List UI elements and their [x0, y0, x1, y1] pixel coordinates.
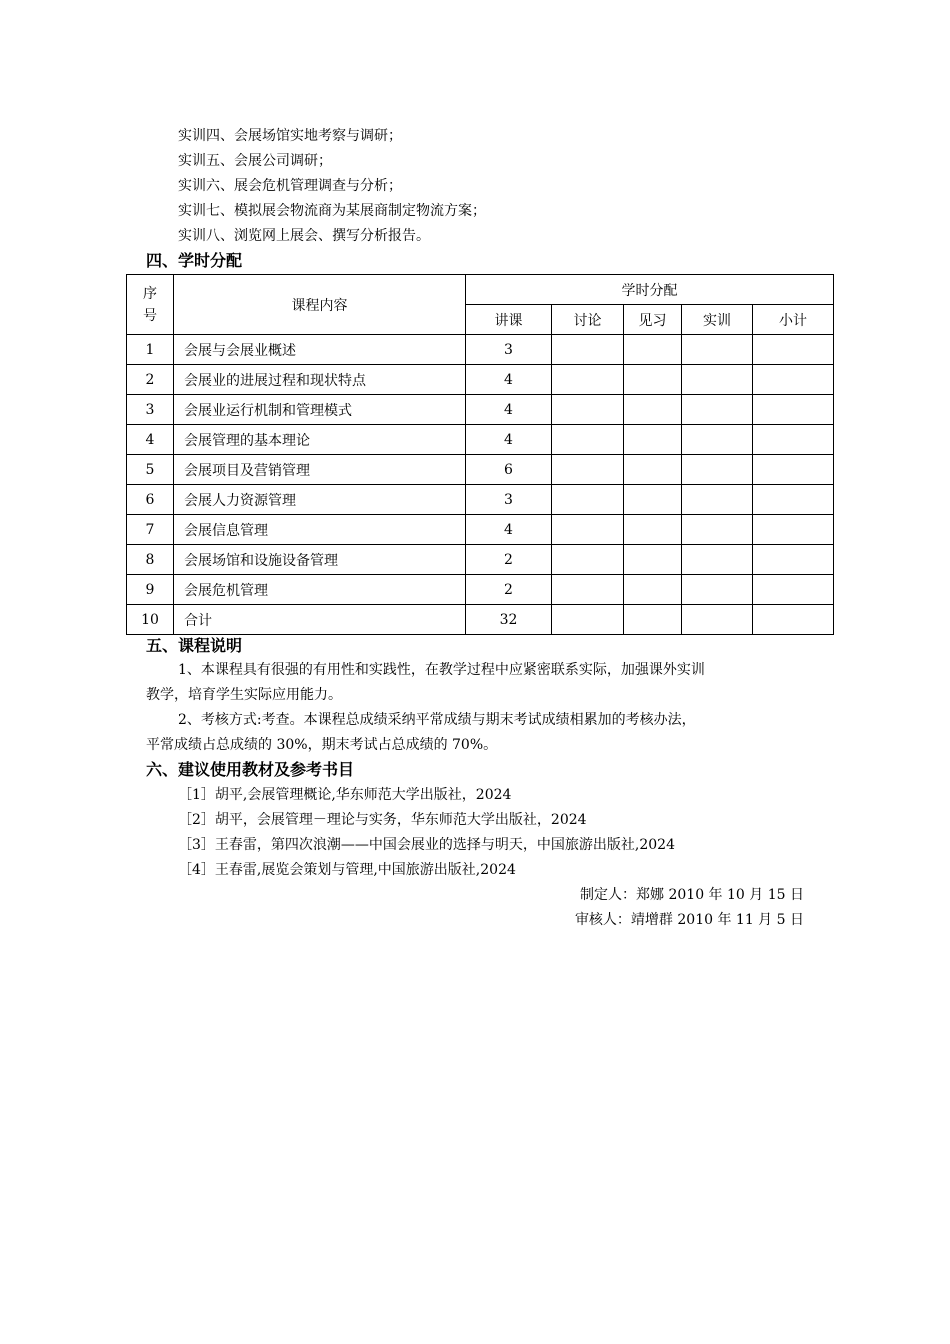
row-practice: [682, 575, 753, 605]
row-lecture: 4: [466, 395, 552, 425]
row-discussion: [552, 485, 624, 515]
row-practice: [682, 455, 753, 485]
paragraph-2-line-2: 平常成绩占总成绩的 30%，期末考试占总成绩的 70%。: [146, 737, 498, 753]
author-signature: 制定人：郑娜 2010 年 10 月 15 日: [580, 887, 804, 903]
row-content: 会展信息管理: [174, 515, 466, 545]
row-discussion: [552, 455, 624, 485]
paragraph-1-line-2: 教学，培育学生实际应用能力。: [146, 687, 342, 703]
reference-item: ［4］王春雷,展览会策划与管理,中国旅游出版社,2024: [178, 862, 516, 878]
reference-item: ［1］胡平,会展管理概论,华东师范大学出版社，2024: [178, 787, 512, 803]
row-observation: [624, 605, 682, 635]
table-row: [127, 335, 834, 365]
row-observation: [624, 575, 682, 605]
table-row: [127, 485, 834, 515]
row-seq: 2: [127, 365, 174, 395]
row-observation: [624, 365, 682, 395]
row-lecture: 4: [466, 425, 552, 455]
table-row: [127, 575, 834, 605]
row-subtotal: [753, 335, 834, 365]
row-seq: 7: [127, 515, 174, 545]
table-row: [127, 455, 834, 485]
row-content: 会展业运行机制和管理模式: [174, 395, 466, 425]
header-hours: 学时分配: [466, 275, 834, 305]
row-practice: [682, 425, 753, 455]
row-observation: [624, 425, 682, 455]
table-row-total: [127, 605, 834, 635]
row-observation: [624, 515, 682, 545]
row-subtotal: [753, 455, 834, 485]
hours-table: [126, 274, 834, 635]
table-row: [127, 545, 834, 575]
row-discussion: [552, 545, 624, 575]
subheader-lecture: 讲课: [466, 305, 552, 335]
row-content: 会展管理的基本理论: [174, 425, 466, 455]
paragraph-1-line-1: 1、本课程具有很强的有用性和实践性，在教学过程中应紧密联系实际，加强课外实训: [178, 662, 705, 678]
row-content: 会展项目及营销管理: [174, 455, 466, 485]
row-observation: [624, 455, 682, 485]
reference-item: ［3］王春雷，第四次浪潮——中国会展业的选择与明天，中国旅游出版社,2024: [178, 837, 675, 853]
subheader-subtotal: 小计: [753, 305, 834, 335]
row-lecture: 3: [466, 485, 552, 515]
row-lecture: 4: [466, 515, 552, 545]
reviewer-signature: 审核人：靖增群 2010 年 11 月 5 日: [574, 912, 804, 928]
row-seq: 9: [127, 575, 174, 605]
row-observation: [624, 545, 682, 575]
table-row: [127, 395, 834, 425]
row-seq: 5: [127, 455, 174, 485]
row-seq: 4: [127, 425, 174, 455]
row-lecture: 32: [466, 605, 552, 635]
row-practice: [682, 335, 753, 365]
header-content: 课程内容: [174, 275, 466, 335]
row-discussion: [552, 605, 624, 635]
row-lecture: 2: [466, 545, 552, 575]
row-discussion: [552, 515, 624, 545]
row-observation: [624, 485, 682, 515]
subheader-observation: 见习: [624, 305, 682, 335]
row-practice: [682, 365, 753, 395]
row-seq: 10: [127, 605, 174, 635]
subheader-discussion: 讨论: [552, 305, 624, 335]
row-content: 合计: [174, 605, 466, 635]
row-subtotal: [753, 425, 834, 455]
practical-item: 实训七、模拟展会物流商为某展商制定物流方案；: [178, 203, 486, 219]
row-practice: [682, 605, 753, 635]
row-practice: [682, 545, 753, 575]
practical-item: 实训五、会展公司调研；: [178, 153, 332, 169]
row-lecture: 4: [466, 365, 552, 395]
row-subtotal: [753, 485, 834, 515]
row-practice: [682, 395, 753, 425]
row-subtotal: [753, 365, 834, 395]
row-seq: 6: [127, 485, 174, 515]
row-seq: 1: [127, 335, 174, 365]
section-4-title: 四、学时分配: [146, 251, 243, 270]
practical-item: 实训八、浏览网上展会、撰写分析报告。: [178, 228, 430, 244]
table-row: [127, 425, 834, 455]
section-6-title: 六、建议使用教材及参考书目: [146, 760, 355, 779]
row-subtotal: [753, 395, 834, 425]
row-content: 会展人力资源管理: [174, 485, 466, 515]
row-subtotal: [753, 515, 834, 545]
row-discussion: [552, 575, 624, 605]
section-5-title: 五、课程说明: [146, 636, 243, 655]
row-content: 会展与会展业概述: [174, 335, 466, 365]
reference-item: ［2］胡平，会展管理－理论与实务，华东师范大学出版社，2024: [178, 812, 587, 828]
row-subtotal: [753, 545, 834, 575]
row-seq: 3: [127, 395, 174, 425]
row-practice: [682, 485, 753, 515]
row-subtotal: [753, 605, 834, 635]
row-content: 会展业的进展过程和现状特点: [174, 365, 466, 395]
row-content: 会展场馆和设施设备管理: [174, 545, 466, 575]
row-content: 会展危机管理: [174, 575, 466, 605]
row-lecture: 3: [466, 335, 552, 365]
row-seq: 8: [127, 545, 174, 575]
subheader-practice: 实训: [682, 305, 753, 335]
practical-item: 实训六、展会危机管理调查与分析；: [178, 178, 402, 194]
header-seq: 序 号: [127, 275, 174, 335]
row-lecture: 6: [466, 455, 552, 485]
row-practice: [682, 515, 753, 545]
paragraph-2-line-1: 2、考核方式:考查。本课程总成绩采纳平常成绩与期末考试成绩相累加的考核办法，: [178, 712, 696, 728]
practical-item: 实训四、会展场馆实地考察与调研；: [178, 128, 402, 144]
row-discussion: [552, 335, 624, 365]
row-discussion: [552, 395, 624, 425]
row-observation: [624, 335, 682, 365]
row-discussion: [552, 365, 624, 395]
row-subtotal: [753, 575, 834, 605]
row-discussion: [552, 425, 624, 455]
row-observation: [624, 395, 682, 425]
table-row: [127, 515, 834, 545]
table-row: [127, 365, 834, 395]
row-lecture: 2: [466, 575, 552, 605]
